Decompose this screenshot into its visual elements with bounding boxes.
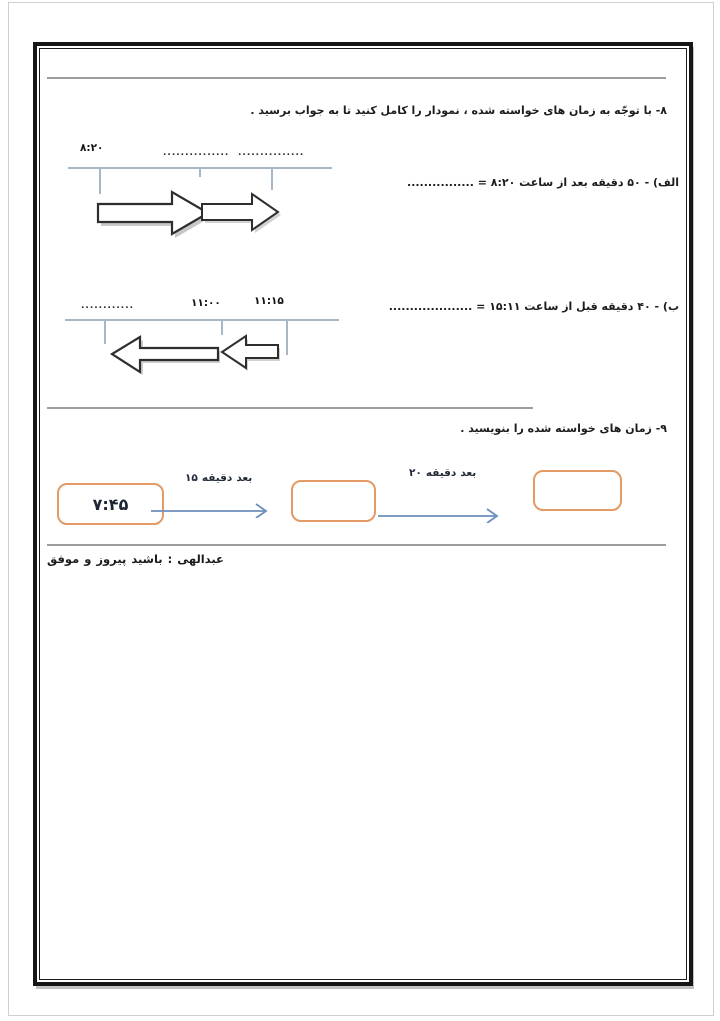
time-box-start bbox=[57, 483, 164, 525]
footer-teacher-name: عبدالهی bbox=[177, 552, 224, 566]
timeline-mid-time: ۱۱:۰۰ bbox=[191, 297, 221, 309]
footer-signature bbox=[47, 552, 224, 566]
flow-arrow-right-icon bbox=[377, 505, 501, 523]
flow-arrow-right-icon bbox=[150, 500, 270, 518]
start-time-value: ۷:۴۵ bbox=[92, 494, 129, 514]
footer-word-1: موفق bbox=[47, 552, 80, 566]
question-8b-text: ب) - ۴۰ دقیقه قبل از ساعت ۱۵:۱۱ = .................... bbox=[388, 300, 679, 313]
step1-minutes-value: ۱۵ bbox=[185, 472, 198, 484]
question-8-heading: ۸- با توجّه به زمان های خواسته شده ، نمودار را کامل کنید تا به جواب برسید . bbox=[250, 104, 667, 117]
flow-step1-label bbox=[185, 472, 252, 484]
timeline-start-time: ۸:۲۰ bbox=[80, 142, 104, 154]
timeline-placeholder-dots: ............ bbox=[81, 301, 135, 311]
section-divider-middle bbox=[47, 407, 533, 409]
footer-word-3: پیروز bbox=[96, 552, 127, 566]
step1-word-after: بعد bbox=[236, 472, 253, 484]
diagram-q8a-timeline bbox=[60, 140, 340, 240]
answer-box-empty-2 bbox=[533, 470, 622, 511]
step2-word-after: بعد bbox=[460, 467, 477, 479]
worksheet-border-frame bbox=[33, 42, 693, 986]
section-divider-bottom bbox=[47, 544, 666, 546]
flow-step2-label bbox=[409, 467, 476, 479]
answer-box-empty-1 bbox=[291, 480, 376, 522]
question-8a-text: الف) - ۵۰ دقیقه بعد از ساعت ۸:۲۰ = ................ bbox=[407, 176, 679, 189]
step2-minutes-value: ۲۰ bbox=[409, 467, 422, 479]
step1-word-minutes: دقیقه bbox=[201, 472, 233, 484]
left-block-arrow-icon bbox=[112, 337, 218, 372]
timeline-end-time: ۱۱:۱۵ bbox=[254, 295, 284, 307]
left-block-arrow-icon bbox=[222, 336, 278, 368]
section-divider-top bbox=[47, 77, 666, 79]
step2-word-minutes: دقیقه bbox=[425, 467, 457, 479]
timeline-placeholder-dots: ............... bbox=[163, 148, 230, 158]
question-9-heading: ۹- زمان های خواسته شده را بنویسید . bbox=[460, 422, 667, 435]
footer-word-4: باشید bbox=[131, 552, 163, 566]
footer-colon: : bbox=[167, 552, 173, 566]
timeline-placeholder-dots: ............... bbox=[238, 148, 305, 158]
footer-word-2: و bbox=[84, 552, 92, 566]
diagram-q8b-timeline bbox=[58, 295, 348, 385]
